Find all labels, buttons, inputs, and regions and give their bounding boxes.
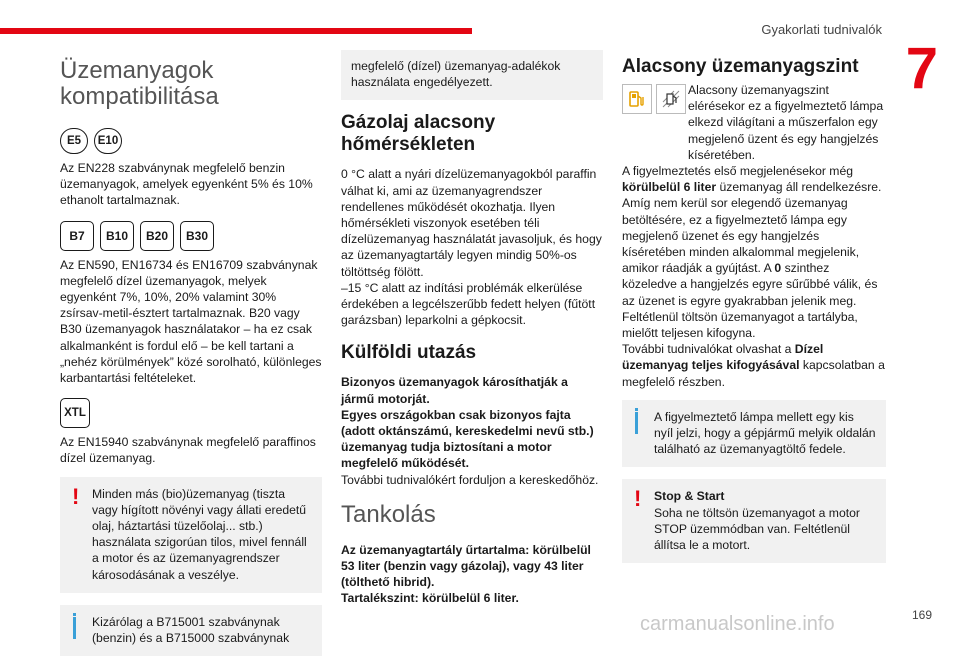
info-icon-dot bbox=[73, 613, 76, 616]
text-abroad-bold-2: Egyes országokban csak bizonyos fajta (adott oktánszámú, kereskedelmi nevű stb.) üzemanyag tudja biztosítani a motor megfelelő működését. bbox=[341, 407, 594, 471]
text-low-fuel-5a: További tudnivalókat olvashat a bbox=[622, 342, 795, 357]
info-icon bbox=[635, 412, 638, 434]
warning-text-stop-start: Soha ne töltsön üzemanyagot a motor STOP üzemmódban van. Feltétlenül állítsa le a motort. bbox=[654, 505, 860, 553]
watermark: carmanualsonline.info bbox=[640, 613, 835, 635]
badges-e bbox=[60, 128, 322, 154]
badges-b bbox=[60, 221, 322, 251]
warning-text: Minden más (bio)üzemanyag (tiszta vagy hígított növényi vagy állati eredetű olaj, háztartási tüzelőolaj... stb.) használata szigorúan tilos, mivel fennáll a motor és az üzemanyagrendszer károsodásának a veszélye. bbox=[92, 486, 307, 582]
text-low-fuel-5b: Dízel üzemanyag teljes kifogyásával bbox=[622, 342, 824, 373]
text-e-fuels: Az EN228 szabványnak megfelelő benzin üzemanyagok, amelyek egyenként 5% és 10% ethanolt tartalmaznak. bbox=[60, 161, 313, 208]
column-middle bbox=[341, 50, 603, 607]
text-low-fuel-5 bbox=[622, 341, 886, 390]
text-low-fuel-1-content: Alacsony üzemanyagszint elérésekor ez a figyelmeztető lámpa elkezd világítani a műszerfalon egy megjelenő üzent és egy hangjelzés kíséretében. bbox=[688, 83, 884, 162]
page-number: 169 bbox=[911, 608, 932, 622]
info-box-filler-arrow bbox=[622, 400, 886, 468]
text-diesel-2: –15 °C alatt az indítási problémák elkerülése érdekében a legcélszerűbb fedett helyen (fűtött garázsban) leparkolni a gépkocsit. bbox=[341, 280, 596, 328]
text-low-fuel-2c: üzemanyag áll rendelkezésre. bbox=[716, 180, 882, 195]
badge-b20-icon: B20 bbox=[140, 221, 174, 251]
badge-b30-icon: B30 bbox=[180, 221, 214, 251]
column-right bbox=[622, 50, 886, 575]
badges-xtl bbox=[60, 398, 322, 428]
heading-fuel-compatibility: Üzemanyagok kompatibilitása bbox=[60, 57, 219, 110]
info-text-cont: megfelelő (dízel) üzemanyag-adalékok használata engedélyezett. bbox=[351, 59, 561, 90]
warning-title-stop-start: Stop & Start bbox=[654, 489, 725, 504]
info-icon bbox=[73, 617, 76, 639]
text-abroad: További tudnivalókért forduljon a kereskedőhöz. bbox=[341, 472, 599, 487]
section-title: Gyakorlati tudnivalók bbox=[761, 22, 882, 37]
info-text: Kizárólag a B715001 szabványnak (benzin) és a B715000 szabványnak bbox=[92, 614, 290, 646]
low-fuel-block bbox=[622, 82, 886, 163]
column-left bbox=[60, 50, 322, 656]
text-low-fuel-4: Feltétlenül töltsön üzemanyagot a tartályba, mielőtt teljesen kifogyna. bbox=[622, 309, 858, 341]
text-low-fuel-5c: kapcsolatban a megfelelő részben. bbox=[622, 358, 885, 389]
heading-diesel-low-temp: Gázolaj alacsony hőmérsékleten bbox=[341, 112, 496, 156]
heading-refuelling: Tankolás bbox=[341, 500, 436, 528]
text-low-fuel-2 bbox=[622, 163, 886, 195]
text-low-fuel-2a: A figyelmeztetés első megjelenésekor még bbox=[622, 164, 854, 179]
badge-e5-icon: E5 bbox=[60, 128, 88, 154]
warning-exclamation-icon: ! bbox=[634, 486, 642, 512]
text-low-fuel-3a: Amíg nem kerül sor elegendő üzemanyag betöltésére, ez a figyelmeztető lámpa egy megjelenő üzenet és egy hangjelzés kíséretében minden alkalommal megjelenik, amikor ráadják a gyújtást. A bbox=[622, 196, 860, 276]
text-low-fuel-3 bbox=[622, 195, 886, 308]
badge-b7-icon: B7 bbox=[60, 221, 94, 251]
badge-xtl-icon: XTL bbox=[60, 398, 90, 428]
warning-box-fuels bbox=[60, 477, 322, 593]
text-tank-capacity: Az üzemanyagtartály űrtartalma: körülbelül 53 liter (benzin vagy gázolaj), vagy 43 liter (tölthető hibrid). bbox=[341, 542, 591, 590]
warning-exclamation-icon: ! bbox=[72, 483, 80, 509]
info-box-additives-cont bbox=[341, 50, 603, 100]
text-reserve-level: Tartalékszint: körülbelül 6 liter. bbox=[341, 591, 519, 606]
badge-e10-icon: E10 bbox=[94, 128, 122, 154]
info-box-additives bbox=[60, 605, 322, 656]
text-b-fuels: Az EN590, EN16734 és EN16709 szabványnak megfelelő dízel üzemanyagok, melyek egyenként 7%, 10%, 20% valamint 30% zsírsav-metil-észtert tartalmaznak. B20 vagy B30 üzemanyagok használatakor – ha ez csak alkalmanként is fordul elő – be kell tartani a „nehéz körülmények” közé sorolható, különleges karbantartási feltételeket. bbox=[60, 257, 322, 386]
text-xtl: Az EN15940 szabványnak megfelelő paraffinos dízel üzemanyag. bbox=[60, 435, 316, 466]
warning-lamp-icons bbox=[622, 84, 686, 114]
heading-low-fuel: Alacsony üzemanyagszint bbox=[622, 56, 859, 77]
badge-b10-icon: B10 bbox=[100, 221, 134, 251]
fuel-pump-warning-icon bbox=[622, 84, 652, 114]
header-red-bar bbox=[0, 28, 472, 34]
text-diesel-1: 0 °C alatt a nyári dízelüzemanyagokból paraffin válhat ki, ami az üzemanyagrendszer rendellenes működését okozhatja. Ilyen hőmérsékleti viszonyok esetében téli dízelüzemanyag használatát javasoljuk, és hogy az üzemanyagtartály legyen mindig 50%-os töltöttség fölött. bbox=[341, 167, 602, 279]
heading-travel-abroad: Külföldi utazás bbox=[341, 342, 477, 364]
chapter-number: 7 bbox=[905, 36, 938, 101]
info-icon-dot bbox=[635, 408, 638, 411]
info-text-arrow: A figyelmeztető lámpa mellett egy kis nyíl jelzi, hogy a gépjármű melyik oldalán található az üzemanyagtöltő fedele. bbox=[654, 409, 876, 457]
fuel-pump-arrow-icon bbox=[656, 84, 686, 114]
warning-box-stop-start bbox=[622, 479, 886, 563]
text-low-fuel-3b: szinthez közeledve a hangjelzés egyre sűrűbbé válik, és az üzenet is egyre gyakrabban jelenik meg. bbox=[622, 261, 878, 308]
text-abroad-bold-1: Bizonyos üzemanyagok károsíthatják a jármű motorját. bbox=[341, 375, 568, 406]
text-low-fuel-3-zero: 0 bbox=[774, 261, 782, 276]
text-low-fuel-2b: körülbelül 6 liter bbox=[622, 180, 717, 195]
